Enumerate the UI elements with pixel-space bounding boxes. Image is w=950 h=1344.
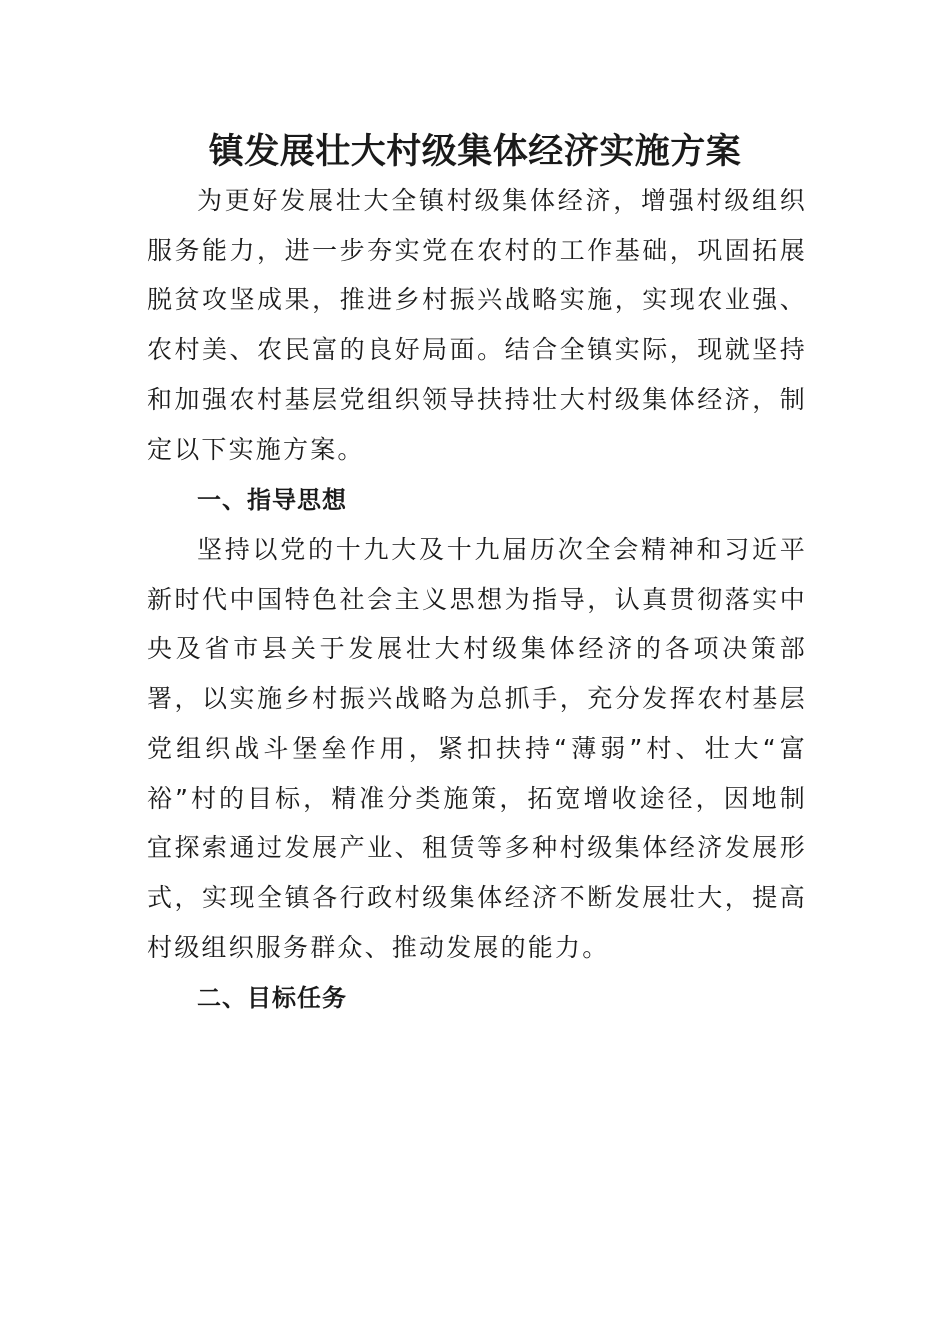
intro-paragraph: 为更好发展壮大全镇村级集体经济，增强村级组织服务能力，进一步夯实党在农村的工作基础，巩固拓展脱贫攻坚成果，推进乡村振兴战略实施，实现农业强、农村美、农民富的良好局面。结合全镇实际，现就坚持和加强农村基层党组织领导扶持壮大村级集体经济，制定以下实施方案。 <box>147 186 807 464</box>
document-title: 镇发展壮大村级集体经济实施方案 <box>208 132 742 172</box>
section-heading-guiding-ideology: 一、指导思想 <box>197 486 347 514</box>
section-heading-objectives: 二、目标任务 <box>197 984 347 1012</box>
section-body-guiding-ideology: 坚持以党的十九大及十九届历次全会精神和习近平新时代中国特色社会主义思想为指导，认真贯彻落实中央及省市县关于发展壮大村级集体经济的各项决策部署，以实施乡村振兴战略为总抓手，充分发挥农村基层党组织战斗堡垒作用，紧扣扶持“薄弱”村、壮大“富裕”村的目标，精准分类施策，拓宽增收途径，因地制宜探索通过发展产业、租赁等多种村级集体经济发展形式，实现全镇各行政村级集体经济不断发展壮大，提高村级组织服务群众、推动发展的能力。 <box>147 535 807 962</box>
